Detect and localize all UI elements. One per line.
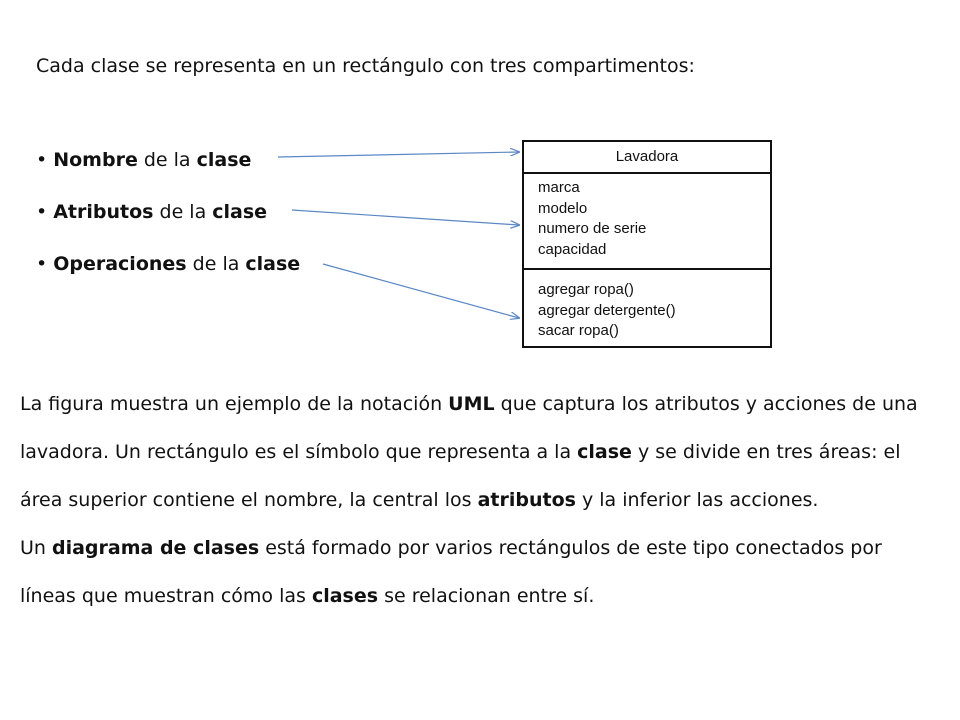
bullet-tail: clase bbox=[245, 253, 301, 275]
uml-class-name: Lavadora bbox=[524, 142, 770, 174]
bold-clases: clases bbox=[311, 585, 379, 607]
uml-attribute: capacidad bbox=[538, 240, 607, 258]
text-run: y la inferior las acciones. bbox=[575, 489, 819, 511]
bullet-tail: clase bbox=[196, 149, 252, 171]
bullet-bold: Operaciones bbox=[53, 253, 187, 275]
bullet-middle: de la bbox=[186, 253, 246, 275]
bullet-dot-icon: • bbox=[36, 253, 48, 275]
uml-operation: agregar ropa() bbox=[538, 281, 634, 298]
intro-text: Cada clase se representa en un rectángulo con tres compartimentos: bbox=[36, 55, 695, 77]
bold-clase: clase bbox=[577, 441, 632, 463]
bold-diagrama: diagrama de clases bbox=[52, 537, 260, 559]
bullet-dot-icon: • bbox=[36, 201, 48, 223]
text-run: que captura los atributos y acciones de una lavadora. Un rectángulo es el símbolo que representa a la bbox=[20, 393, 918, 463]
bullet-bold: Atributos bbox=[53, 201, 154, 223]
uml-attribute: marca bbox=[538, 179, 580, 196]
uml-operation: agregar detergente() bbox=[538, 301, 676, 319]
uml-operation: sacar ropa() bbox=[538, 322, 619, 339]
bullet-bold: Nombre bbox=[53, 149, 138, 171]
bullet-tail: clase bbox=[212, 201, 268, 223]
text-run: La figura muestra un ejemplo de la notación bbox=[20, 393, 449, 415]
text-run: Un bbox=[20, 537, 52, 559]
bullet-middle: de la bbox=[153, 201, 213, 223]
arrow-to-name bbox=[278, 152, 519, 157]
text-run: está formado por varios rectángulos de este tipo conectados por líneas que muestran cómo las bbox=[20, 537, 882, 607]
explanation-text bbox=[20, 380, 940, 620]
uml-attribute: modelo bbox=[538, 199, 588, 217]
arrow-to-attributes bbox=[292, 210, 519, 225]
uml-attribute: numero de serie bbox=[538, 220, 647, 237]
bold-uml: UML bbox=[448, 393, 495, 415]
text-run: se relacionan entre sí. bbox=[378, 585, 595, 607]
paragraph-diagram bbox=[20, 524, 940, 620]
arrow-to-operations bbox=[323, 264, 519, 318]
text-run: y se divide en tres áreas: el área superior contiene el nombre, la central los bbox=[20, 441, 901, 511]
paragraph-uml bbox=[20, 380, 940, 524]
bullet-dot-icon: • bbox=[36, 149, 48, 171]
bold-atributos: atributos bbox=[477, 489, 576, 511]
bullet-middle: de la bbox=[137, 149, 197, 171]
